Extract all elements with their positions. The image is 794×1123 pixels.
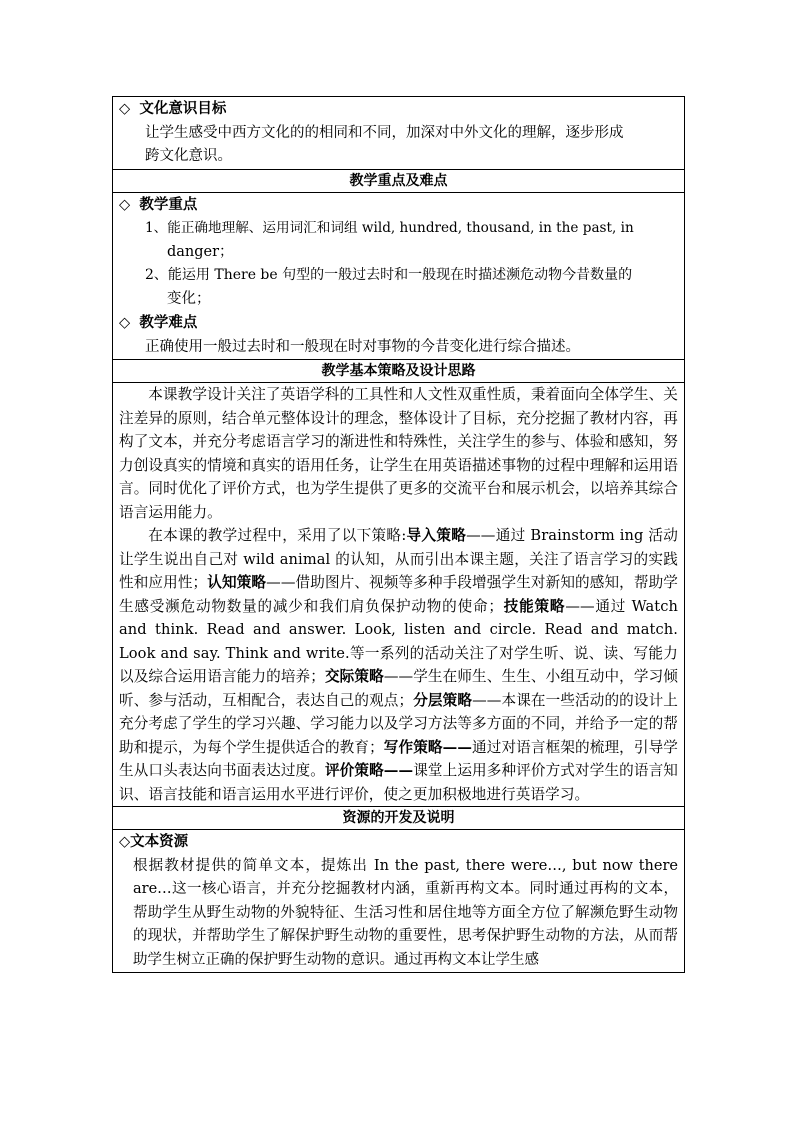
strategy-text-h: 课堂上运用多种评价方式对学生的语言知识、语言技能和语言运用水平进行评价，使之更加积极地进行英语学习。: [119, 762, 678, 803]
culture-row: [113, 97, 685, 170]
difficulty-text: 正确使用一般过去时和一般现在时对事物的今昔变化进行综合描述。: [145, 338, 580, 355]
keyword-intro-strategy: 导入策略: [406, 527, 467, 544]
difficulty-heading: [119, 311, 678, 336]
focus-title: 教学重点: [139, 195, 198, 213]
focus-row: [113, 192, 685, 360]
diamond-bullet-icon: ◇: [119, 314, 131, 331]
resource-text: 根据教材提供的简单文本，提炼出 In the past, there were…, but now there are…这一核心语言，并充分挖掘教材内涵，重新再构文本。同时通过再构的文本，帮助学生从野生动物的外貌特征、生活习性和居住地等方面全方位了解濒危野生动物的现状，并帮助学生了解保护野生动物的重要性，思考保护野生动物的方法，从而帮助学生树立正确的保护野生动物的意识。通过再构文本让学生感: [133, 857, 678, 968]
strategy-paragraph-1: 本课教学设计关注了英语学科的工具性和人文性双重性质，秉着面向全体学生、关注差异的原则，结合单元整体设计的理念，整体设计了目标，充分挖掘了教材内容，再构了文本，并充分考虑语言学习的渐进性和特殊性，关注学生的参与、体验和感知，努力创设真实的情境和真实的语用任务，让学生在用英语描述事物的过程中理解和运用语言。同时优化了评价方式，也为学生提供了更多的交流平台和展示机会，以培养其综合语言运用能力。: [119, 386, 678, 521]
keyword-evaluation-strategy: 评价策略——: [324, 762, 414, 779]
culture-text-line2: 跨文化意识。: [145, 148, 232, 164]
document-page: [112, 96, 685, 973]
strategy-text-f: ——本课在一些活动的的设计上充分考虑了学生的学习兴趣、学习能力以及学习方法等多方面的不同，并给予一定的帮助和提示，为每个学生提供适合的教育；: [119, 691, 678, 756]
focus-header-row: [113, 169, 685, 192]
focus-item-1-line2: danger；: [167, 243, 234, 260]
strategy-text-d: ——通过 Watch and think. Read and answer. Look, listen and circle. Read and match. Look and say. Think and write.等一系列的活动关注了对学生听、说、读、写能力以及综合运用语言能力的培养；: [119, 597, 678, 685]
resource-heading: [119, 830, 678, 855]
strategy-header: 教学基本策略及设计思路: [113, 360, 685, 383]
keyword-writing-strategy: 写作策略——: [383, 738, 473, 756]
resource-row: [113, 830, 685, 973]
focus-item-1-line1: 1、能正确地理解、运用词汇和词组 wild, hundred, thousand, in the past, in: [145, 220, 634, 236]
diamond-bullet-icon: ◇: [119, 833, 131, 850]
focus-heading: [119, 193, 678, 218]
resource-title: 文本资源: [130, 833, 189, 850]
keyword-tiered-strategy: 分层策略: [413, 691, 473, 709]
focus-item-2-line2: 变化；: [167, 290, 211, 307]
strategy-text-g: 通过对语言框架的梳理，引导学生从口头表达向书面表达过度。: [119, 738, 678, 779]
strategy-text-c: ——借助图片、视频等多种手段增强学生对新知的感知，帮助学生感受濒危动物数量的减少和我们肩负保护动物的使命；: [119, 574, 678, 615]
culture-title: 文化意识目标: [139, 100, 227, 117]
diamond-bullet-icon: ◇: [119, 195, 131, 213]
focus-item-2-line1: 2、能运用 There be 句型的一般过去时和一般现在时描述濒危动物今昔数量的: [145, 267, 633, 283]
keyword-skill-strategy: 技能策略: [503, 597, 566, 615]
strategy-cell: [113, 383, 685, 807]
difficulty-title: 教学难点: [139, 314, 198, 331]
culture-cell: [113, 97, 685, 170]
resource-header-row: [113, 807, 685, 830]
strategy-text-a: 在本课的教学过程中，采用了以下策略:: [148, 527, 407, 544]
culture-heading: [119, 97, 678, 122]
resource-header: 资源的开发及说明: [113, 807, 685, 830]
strategy-row: [113, 383, 685, 807]
resource-cell: [113, 830, 685, 973]
strategy-text-b: ——通过 Brainstorm ing 活动让学生说出自己对 wild animal 的认知，从而引出本课主题，关注了语言学习的实践性和应用性；: [119, 527, 678, 591]
lesson-plan-table: [112, 96, 685, 973]
focus-cell: [113, 192, 685, 360]
keyword-communication-strategy: 交际策略: [324, 668, 384, 685]
strategy-paragraph-2: [119, 524, 678, 806]
diamond-bullet-icon: ◇: [119, 100, 131, 117]
keyword-cognitive-strategy: 认知策略: [207, 574, 267, 591]
culture-text-line1: 让学生感受中西方文化的的相同和不同，加深对中外文化的理解，逐步形成: [145, 124, 624, 141]
strategy-text-e: ——学生在师生、生生、小组互动中，学习倾听、参与活动，互相配合，表达自己的观点；: [119, 668, 678, 709]
resource-cell-content: [119, 830, 678, 972]
strategy-header-row: [113, 360, 685, 383]
focus-header: 教学重点及难点: [113, 169, 685, 192]
